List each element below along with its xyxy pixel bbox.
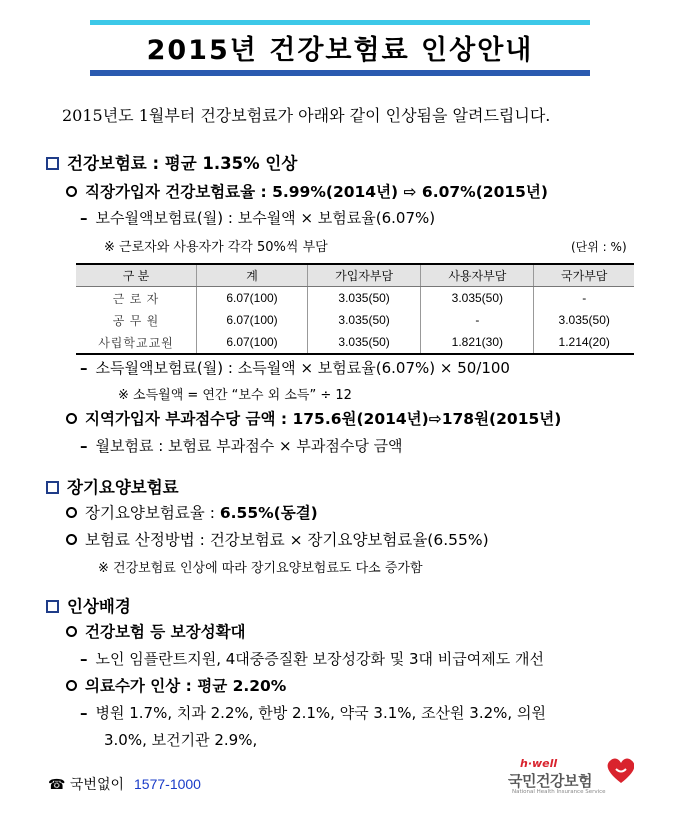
section-heading-text: 건강보험료 : 평균 1.35% 인상: [67, 154, 298, 173]
dash-income-premium: [80, 357, 510, 378]
bullet-fee-increase: [66, 674, 286, 696]
table-header: 계: [197, 264, 308, 287]
table-cell: 3.035(50): [308, 287, 421, 310]
bullet-coverage: [66, 620, 246, 642]
table-cell: 3.035(50): [308, 309, 421, 331]
dash-text: 소득월액보험료(월) : 소득월액 × 보험료율(6.07%) × 50/100: [95, 359, 510, 377]
checkbox-square-icon: [46, 481, 59, 494]
phone-number[interactable]: 1577-1000: [134, 776, 201, 792]
bullet-text: 직장가입자 건강보험료율 : 5.99%(2014년) ⇨ 6.07%(2015년): [85, 183, 548, 201]
table-header: 국가부담: [534, 264, 634, 287]
logo-name: 국민건강보험: [508, 772, 592, 790]
bullet-employee-rate: [66, 180, 548, 202]
table-cell: 근 로 자: [112, 291, 160, 306]
bullet-text: 의료수가 인상 : 평균 2.20%: [85, 677, 287, 695]
title-banner: [90, 20, 590, 76]
checkbox-square-icon: [46, 157, 59, 170]
title-bottom-bar: [90, 70, 590, 76]
table-row: [76, 287, 634, 310]
circle-bullet-icon: [66, 680, 77, 691]
table-header: 구 분: [76, 264, 197, 287]
note-share: ※ 근로자와 사용자가 각각 50%씩 부담: [104, 240, 328, 255]
logo-subtitle: National Health Insurance Service: [512, 789, 606, 795]
dash-fee-detail: [80, 702, 546, 723]
table-cell: -: [421, 309, 534, 331]
dash-text: 보수월액보험료(월) : 보수월액 × 보험료율(6.07%): [95, 209, 436, 227]
bullet-text: 지역가입자 부과점수당 금액 : 175.6원(2014년)⇨178원(2015년): [85, 410, 562, 428]
table-cell: 공 무 원: [112, 313, 160, 328]
table-row: [76, 331, 634, 354]
intro-text: 2015년도 1월부터 건강보험료가 아래와 같이 인상됨을 알려드립니다.: [62, 106, 551, 125]
section-heading-health: [46, 150, 297, 174]
table-cell: 3.035(50): [421, 287, 534, 310]
section-heading-ltc: [46, 474, 179, 498]
dash-icon: –: [80, 359, 88, 377]
circle-bullet-icon: [66, 626, 77, 637]
dash-wage-premium: [80, 207, 435, 228]
dash-icon: –: [80, 209, 88, 227]
table-cell: 3.035(50): [534, 309, 634, 331]
dash-text: 노인 임플란트지원, 4대중증질환 보장성강화 및 3대 비급여제도 개선: [95, 650, 544, 668]
section-heading-background: [46, 593, 131, 617]
section-heading-text: 장기요양보험료: [67, 478, 179, 497]
circle-bullet-icon: [66, 186, 77, 197]
bullet-regional-amount: [66, 407, 561, 429]
dash-monthly-premium: [80, 435, 403, 456]
table-cell: 6.07(100): [197, 331, 308, 354]
bullet-label: 장기요양보험료율 :: [85, 504, 220, 522]
footer-label: 국번없이: [69, 777, 125, 793]
footer-contact: [48, 774, 201, 794]
unit-label: (단위 : %): [571, 240, 627, 254]
dash-icon: –: [80, 704, 88, 722]
dash-fee-detail-cont: 3.0%, 보건기관 2.9%,: [104, 731, 258, 749]
note-ltc: ※ 건강보험료 인상에 따라 장기요양보험료도 다소 증가함: [98, 561, 423, 576]
checkbox-square-icon: [46, 600, 59, 613]
table-cell: 3.035(50): [308, 331, 421, 354]
title-top-bar: [90, 20, 590, 25]
bullet-ltc-method: [66, 528, 489, 550]
phone-icon: ☎: [48, 777, 66, 793]
dash-text: 병원 1.7%, 치과 2.2%, 한방 2.1%, 약국 3.1%, 조산원 3.2%, 의원: [95, 704, 546, 722]
dash-icon: –: [80, 650, 88, 668]
circle-bullet-icon: [66, 413, 77, 424]
page-title: 2015년 건강보험료 인상안내: [146, 35, 534, 66]
note-income: ※ 소득월액 = 연간 “보수 외 소득” ÷ 12: [118, 388, 352, 403]
dash-text: 월보험료 : 보험료 부과점수 × 부과점수당 금액: [95, 437, 403, 455]
bullet-value: 6.55%(동결): [219, 504, 318, 522]
table-header: 가입자부담: [308, 264, 421, 287]
bullet-text: 보험료 산정방법 : 건강보험료 × 장기요양보험료율(6.55%): [85, 531, 489, 549]
table-cell: 6.07(100): [197, 287, 308, 310]
table-cell: 6.07(100): [197, 309, 308, 331]
bullet-text: 건강보험 등 보장성확대: [85, 623, 246, 641]
table-cell: 사립학교교원: [76, 331, 197, 354]
table-cell: 1.214(20): [534, 331, 634, 354]
section-heading-text: 인상배경: [67, 597, 131, 616]
table-row: [76, 309, 634, 331]
contribution-table: [76, 263, 634, 355]
nhis-logo: [508, 755, 634, 803]
table-cell: 1.821(30): [421, 331, 534, 354]
table-header-row: [76, 264, 634, 287]
dash-icon: –: [80, 437, 88, 455]
logo-hwell: h·well: [520, 757, 558, 770]
bullet-ltc-rate: [66, 501, 318, 523]
circle-bullet-icon: [66, 534, 77, 545]
table-header: 사용자부담: [421, 264, 534, 287]
circle-bullet-icon: [66, 507, 77, 518]
dash-coverage-detail: [80, 648, 544, 669]
table-cell: -: [534, 287, 634, 310]
